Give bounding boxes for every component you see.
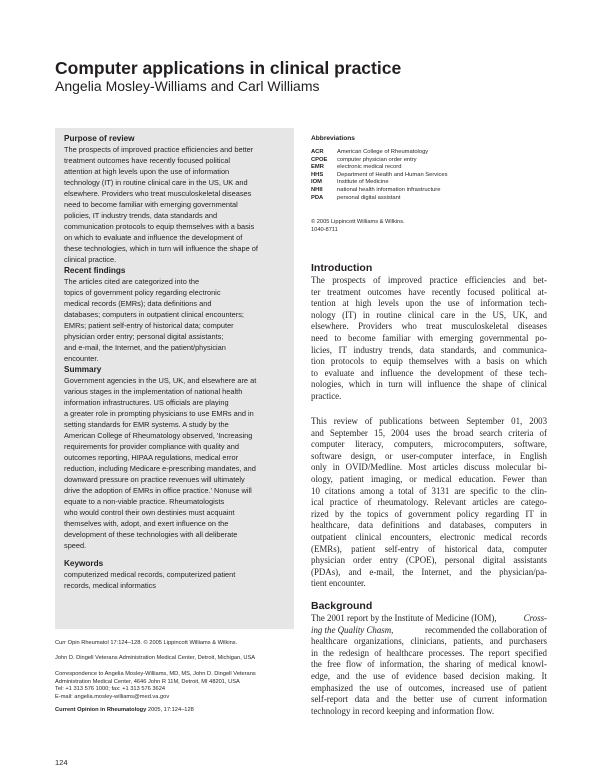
body-line: ical practice of rheumatology. Relevant articles are catego- <box>311 497 547 508</box>
keywords-heading: Keywords <box>64 559 104 568</box>
affiliation-line: John D. Dingell Veterans Administration Medical Center, Detroit, Michigan, USA <box>55 655 256 661</box>
article-title: Computer applications in clinical practice <box>55 58 402 78</box>
abbreviation-row <box>311 164 551 172</box>
body-line: nologies, which in turn will influence the shape of clinical <box>311 379 547 390</box>
summary-line: drive the adoption of EMRs in office practice.' Nonuse will <box>64 486 252 495</box>
body-line: 10 citations among a total of 3131 are specific to the clin- <box>311 485 547 496</box>
body-line: This review of publications between September 01, 2003 <box>311 416 547 426</box>
background-heading: Background <box>311 600 373 612</box>
purpose-line: treatment outcomes have recently focused political <box>64 156 230 165</box>
abbreviation-definition: electronic medical record <box>337 164 402 171</box>
article-authors: Angelia Mosley-Williams and Carl Williams <box>55 78 320 94</box>
body-line: healthcare, data definitions and databases, computers in <box>311 520 547 531</box>
summary-line: equate to a non-viable practice. Rheumatologists <box>64 497 225 506</box>
abbreviation-code: PDA <box>311 194 324 201</box>
body-line: self-report data and the better use of current information <box>311 694 547 705</box>
body-line: ology, patient imaging, or medical education. Fewer than <box>311 473 547 484</box>
findings-line: and e-mail, the Internet, and the patient/physician <box>64 343 226 352</box>
body-line: The prospects of improved practice efficiencies and bet- <box>311 275 547 285</box>
body-line: (PDAs), and e-mail, the Internet, and the physician/pa- <box>311 566 547 577</box>
abbreviations-heading: Abbreviations <box>311 135 355 142</box>
summary-line: setting standards for EMR systems. A study by the <box>64 420 229 429</box>
summary-line: Government agencies in the US, UK, and elsewhere are at <box>64 376 257 385</box>
findings-text <box>64 276 289 364</box>
summary-line: outcomes reporting, HIPAA regulations, medical error <box>64 453 239 462</box>
correspondence-email: E-mail: angelia.mosley-williams@med.va.gov <box>55 693 170 700</box>
body-line: need to become familiar with emerging governmental po- <box>311 332 547 343</box>
findings-line: physician order entry; personal digital assistants; <box>64 332 224 341</box>
purpose-line: technology (IT) in routine clinical care in the US, UK and <box>64 178 248 187</box>
body-line: only in OVID/Medline. Most articles discuss molecular bi- <box>311 462 547 473</box>
correspondence-note <box>55 671 355 701</box>
findings-line: EMRs; patient self-entry of historical data; computer <box>64 321 234 330</box>
abbreviation-definition: national health information infrastructure <box>337 186 441 193</box>
summary-line: themselves with, adopt, and exert influence on the <box>64 519 229 528</box>
body-line: computer literacy, computers, microcomputers, software, <box>311 439 547 450</box>
abbreviation-definition: personal digital assistant <box>337 194 401 201</box>
body-line: licies, IT industry trends, data standards, and communica- <box>311 344 547 355</box>
body-line: emphasized the use of outcomes, increased use of patient <box>311 682 547 693</box>
summary-line: reduction, including Medicare e-prescribing mandates, and <box>64 464 256 473</box>
journal-name: Current Opinion in Rheumatology <box>55 707 147 713</box>
keywords-line: records, medical informatics <box>64 581 157 590</box>
purpose-line: on which to evaluate and influence the development of <box>64 233 243 242</box>
purpose-line: The prospects of improved practice efficiencies and better <box>64 145 254 154</box>
introduction-paragraph-2 <box>311 416 547 590</box>
findings-line: medical records (EMRs); data definitions and <box>64 299 212 308</box>
background-paragraph <box>311 613 547 717</box>
body-line: practice. <box>311 390 342 401</box>
purpose-text <box>64 144 289 265</box>
abstract-box <box>55 128 294 629</box>
background-line-start: The 2001 report by the Institute of Medicine (IOM), <box>311 613 499 623</box>
body-line: ter treatment outcomes have recently focused political at- <box>311 286 547 297</box>
abbreviation-code: IOM <box>311 179 322 186</box>
correspondence-line: Correspondence to Angelia Mosley-Williams, MD, MS, John D. Dingell Veterans <box>55 671 256 677</box>
body-line: and September 15, 2004 uses the broad search criteria of <box>311 427 547 438</box>
body-line: elsewhere. Providers who treat musculoskeletal diseases <box>311 321 547 332</box>
body-line: nology (IT) in routine clinical care in the US, UK, and <box>311 309 547 320</box>
background-line-italic: Cross- <box>523 613 547 623</box>
body-line: tient encounter. <box>311 578 366 589</box>
summary-line: downward pressure on practice revenues will ultimately <box>64 475 245 484</box>
body-line <box>311 613 547 625</box>
summary-line: who would control their own destinies must acquaint <box>64 508 235 517</box>
body-line <box>311 625 547 637</box>
issn-line: 1040-8711 <box>311 227 338 233</box>
report-title-italic: ing the Quality Chasm, <box>311 624 394 635</box>
summary-line: a greater role in prompting physicians to use EMRs and in <box>64 409 254 418</box>
abbreviation-definition: computer physician order entry <box>337 156 417 163</box>
citation-note <box>55 640 355 648</box>
body-line: physician order entry (CPOE), personal digital assistants <box>311 555 547 566</box>
body-line: software design, or user-computer interface, in English <box>311 450 547 461</box>
summary-line: speed. <box>64 541 87 550</box>
body-line: to evaluate and influence the development of these tech- <box>311 367 547 378</box>
body-line: outpatient clinical encounters, electronic medical records <box>311 531 547 542</box>
summary-line: American College of Rheumatology observed, 'Increasing <box>64 431 253 440</box>
abbreviation-code: ACR <box>311 149 324 155</box>
abbreviation-row <box>311 195 551 203</box>
keywords-text <box>64 569 289 591</box>
abbreviation-code: CPOE <box>311 156 328 163</box>
body-line: the free flow of information, the sharing of medical knowl- <box>311 659 547 670</box>
purpose-line: need to become familiar with emerging governmental <box>64 200 238 209</box>
purpose-line: these technologies, which in turn will influence the shape of <box>64 244 258 253</box>
findings-heading: Recent findings <box>64 266 126 275</box>
journal-note <box>55 707 355 715</box>
body-line: (EMRs), patient self-entry of historical data, computer <box>311 543 547 554</box>
summary-line: development of these technologies with all deliberate <box>64 530 238 539</box>
body-line: tention at high levels upon the use of information tech- <box>311 298 547 309</box>
body-line: tion protocols to equip themselves with a basis on which <box>311 356 547 367</box>
abbreviation-row <box>311 187 551 195</box>
copyright-block <box>311 218 405 234</box>
correspondence-line: Tel: +1 313 576 1000; fax: +1 313 576 3624 <box>55 686 166 692</box>
purpose-line: clinical practice. <box>64 255 117 264</box>
summary-text <box>64 375 289 551</box>
page-number: 124 <box>55 758 68 767</box>
abbreviation-definition: Department of Health and Human Services <box>337 171 448 178</box>
body-line: technology in record keeping and information flow. <box>311 705 495 716</box>
abbreviation-row <box>311 179 551 187</box>
summary-heading: Summary <box>64 365 102 374</box>
body-line: rized by the topics of government policy regarding IT in <box>311 508 547 519</box>
abbreviation-row <box>311 157 551 165</box>
purpose-line: policies, IT industry trends, data standards and <box>64 211 218 220</box>
abbreviation-definition: American College of Rheumatology <box>337 149 429 155</box>
correspondence-line: Administration Medical Center, 4646 John R 11M, Detroit, MI 48201, USA <box>55 678 240 685</box>
body-line: edge, and the use of evidence based decision making. It <box>311 670 547 681</box>
findings-line: databases; computers in outpatient clinical encounters; <box>64 310 244 319</box>
introduction-heading: Introduction <box>311 262 373 274</box>
abbreviation-code: NHII <box>311 186 323 193</box>
abbreviation-definition: Institute of Medicine <box>337 179 389 186</box>
summary-line: requirements for provider compliance with quality and <box>64 442 239 451</box>
purpose-line: elsewhere. Providers who treat musculoskeletal diseases <box>64 189 252 198</box>
background-line-rest: recommended the collaboration of <box>422 624 547 635</box>
findings-line: topics of government policy regarding electronic <box>64 288 221 297</box>
journal-details: 2005, 17:124–128 <box>146 707 194 713</box>
abbreviations-block <box>311 134 551 202</box>
citation-line: Curr Opin Rheumatol 17:124–128. © 2005 Lippincott Williams & Wilkins. <box>55 640 238 646</box>
findings-line: The articles cited are categorized into the <box>64 277 200 286</box>
introduction-paragraph-1 <box>311 275 547 403</box>
abbreviation-code: EMR <box>311 164 324 171</box>
keywords-line: computerized medical records, computerized patient <box>64 570 236 579</box>
summary-line: information infrastructures. US officials are playing <box>64 398 229 407</box>
abbreviation-row <box>311 149 551 157</box>
copyright-line: © 2005 Lippincott Williams & Wilkins. <box>311 219 405 225</box>
purpose-line: communication protocols to equip themselves with a basis <box>64 222 255 231</box>
body-line: in the redesign of healthcare processes. The report specified <box>311 647 547 658</box>
summary-line: various stages in the implementation of national health <box>64 387 243 396</box>
purpose-heading: Purpose of review <box>64 134 135 143</box>
body-line: healthcare organizations, clinicians, patients, and purchasers <box>311 636 547 647</box>
findings-line: encounter. <box>64 354 99 363</box>
abbreviation-code: HHS <box>311 171 324 178</box>
purpose-line: attention at high levels upon the use of information <box>64 167 230 176</box>
abbreviation-row <box>311 172 551 180</box>
affiliation-note <box>55 655 355 663</box>
